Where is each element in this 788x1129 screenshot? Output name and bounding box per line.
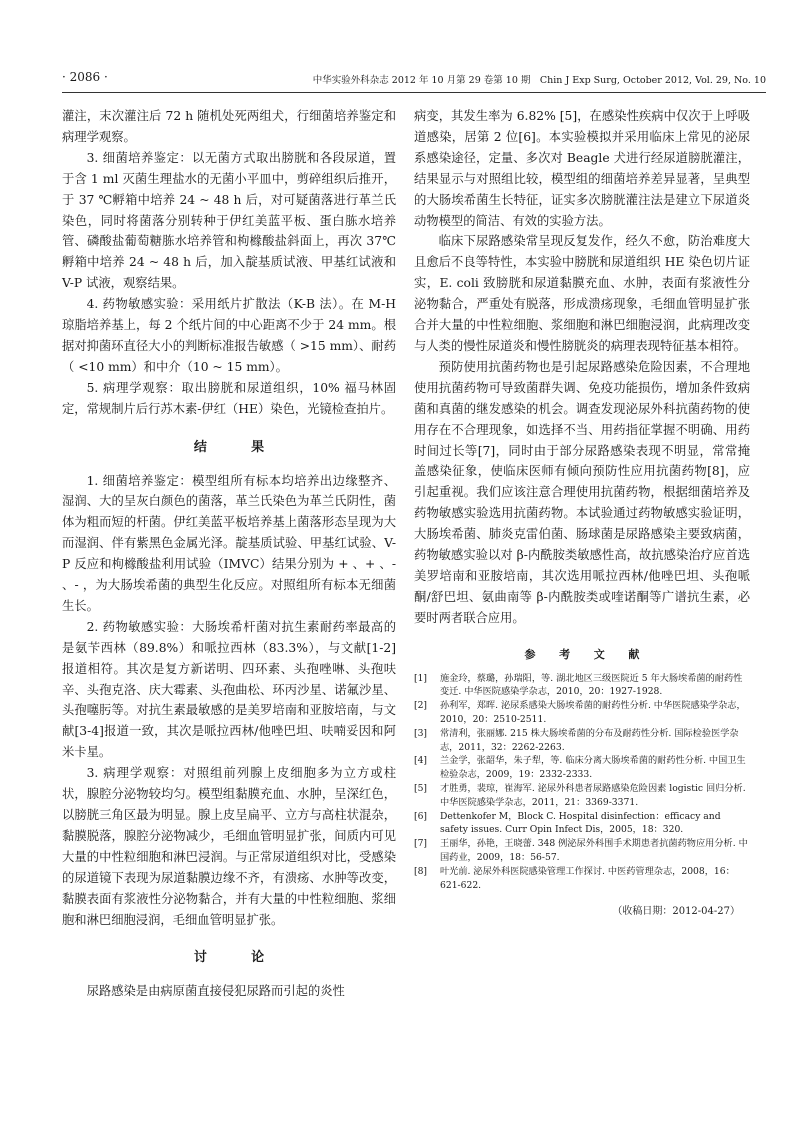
reference-list bbox=[414, 672, 750, 893]
reference-item bbox=[414, 865, 750, 893]
reference-number: [1] bbox=[414, 672, 428, 684]
journal-citation: 中华实验外科杂志 2012 年 10 月第 29 卷第 10 期 Chin J Exp Surg, October 2012, Vol. 29, No. 10 bbox=[312, 75, 766, 86]
right-column bbox=[414, 106, 750, 923]
reference-item bbox=[414, 754, 750, 782]
page-number: · 2086 · bbox=[62, 70, 108, 84]
results-drug-sensitivity: 2. 药物敏感实验：大肠埃希杆菌对抗生素耐药率最高的是氨苄西林（89.8%）和哌拉西林（83.3%），与文献[1-2]报道相符。其次是复方新诺明、四环素、头孢唑啉、头孢呋辛、头孢克洛、庆大霉素、头孢曲松、环丙沙星、诺氟沙星、头孢噻肟等。对抗生素最敏感的是美罗培南和亚胺培南，与文献[3-4]报道一致，其次是哌拉西林/他唑巴坦、呋喃妥因和阿米卡星。 bbox=[62, 619, 396, 760]
reference-item bbox=[414, 782, 750, 810]
reference-number: [3] bbox=[414, 727, 428, 739]
reference-item bbox=[414, 837, 750, 865]
discussion-paragraph-2: 临床下尿路感染常呈现反复发作，经久不愈，防治难度大且愈后不良等特性，本实验中膀胱和尿道组织 HE 染色切片证实，E. coli 致膀胱和尿道黏膜充血、水肿，表面有浆液性分泌物黏合，严重处有脱落，形成溃疡现象，毛细血管明显扩张合并大量的中性粒细胞、浆细胞和淋巴细胞浸润，此病理改变与人类的慢性尿道炎和慢性膀胱炎的病理表现特征基本相符。 bbox=[414, 234, 750, 353]
reference-text: 孙利军，郑晖. 泌尿系感染大肠埃希菌的耐药性分析. 中华医院感染学杂志，2010，20：2510-2511. bbox=[440, 700, 746, 725]
reference-text: Dettenkofer M，Block C. Hospital disinfection：efficacy and safety issues. Curr Opin Infect Dis，2005，18：320. bbox=[440, 810, 721, 836]
methods-bacterial-culture: 3. 细菌培养鉴定：以无菌方式取出膀胱和各段尿道，置于含 1 ml 灭菌生理盐水的无菌小平皿中，剪碎组织后推开，于 37 ℃孵箱中培养 24 ~ 48 h 后，对可疑菌落进行革兰氏染色，同时将菌落分别转种于伊红美蓝平板、蛋白胨水培养管、磷酸盐葡萄糖胨水培养管和枸橼酸盐斜面上，再次 37℃孵箱中培养 24 ~ 48 h 后，加入靛基质试液、甲基红试液和 V-P 试液，观察结果。 bbox=[62, 150, 396, 291]
reference-number: [7] bbox=[414, 838, 428, 850]
reference-item bbox=[414, 699, 750, 727]
header-rule bbox=[62, 92, 766, 93]
methods-paragraph-cont: 灌注，末次灌注后 72 h 随机处死两组犬，行细菌培养鉴定和病理学观察。 bbox=[62, 109, 396, 144]
received-date: （收稿日期：2012-04-27） bbox=[612, 906, 740, 918]
methods-pathology: 5. 病理学观察：取出膀胱和尿道组织，10% 福马林固定，常规制片后行苏木素-伊红（HE）染色，光镜检查拍片。 bbox=[62, 380, 396, 416]
discussion-paragraph-1: 尿路感染是由病原菌直接侵犯尿路而引起的炎性 bbox=[86, 984, 345, 999]
reference-number: [2] bbox=[414, 700, 428, 712]
references-heading: 参 考 文 献 bbox=[524, 647, 650, 661]
methods-drug-sensitivity: 4. 药物敏感实验：采用纸片扩散法（K-B 法）。在 M-H 琼脂培养基上，每 2 个纸片间的中心距离不少于 24 mm。根据对抑菌环直径大小的判断标准报告敏感（ >15 mm）、耐药（ <10 mm）和中介（10 ~ 15 mm）。 bbox=[62, 297, 396, 374]
reference-text: 常清利，张丽娜. 215 株大肠埃希菌的分布及耐药性分析. 国际检验医学杂志，2011，32：2262-2263. bbox=[440, 727, 739, 753]
reference-text: 施金玲，蔡璐，孙瑞阳，等. 湖北地区三级医院近 5 年大肠埃希菌的耐药性变迁. 中华医院感染学杂志，2010，20：1927-1928. bbox=[440, 672, 743, 698]
reference-number: [6] bbox=[414, 810, 428, 822]
reference-text: 叶光前. 泌尿外科医院感染管理工作探讨. 中医药管理杂志，2008，16：621-622. bbox=[440, 865, 735, 891]
discussion-heading: 讨 论 bbox=[193, 950, 280, 966]
reference-item bbox=[414, 672, 750, 700]
running-header bbox=[62, 70, 766, 88]
discussion-paragraph-1-cont: 病变，其发生率为 6.82% [5]，在感染性疾病中仅次于上呼吸道感染，居第 2 位[6]。本实验模拟并采用临床上常见的泌尿系感染途径，定量、多次对 Beagle 犬进行经尿道膀胱灌注，结果显示与对照组比较，模型组的细菌培养差异显著，呈典型的大肠埃希菌生长特征，证实多次膀胱灌注法是建立下尿道炎动物模型的简洁、有效的实验方法。 bbox=[414, 109, 750, 228]
discussion-paragraph-3: 预防使用抗菌药物也是引起尿路感染危险因素，不合理地使用抗菌药物可导致菌群失调、免疫功能损伤，增加条件致病菌和真菌的继发感染的机会。调查发现泌尿外科抗菌药物的使用存在不合理现象，如选择不当、用药指征掌握不明确、用药时间过长等[7]，同时由于部分尿路感染表现不明显，常常掩盖感染征象，使临床医师有倾向预防性应用抗菌药物[8]，应引起重视。我们应该注意合理使用抗菌药物，根据细菌培养及药物敏感实验选用抗菌药物。本试验通过药物敏感实验证明，大肠埃希菌、肺炎克雷伯菌、肠球菌是尿路感染主要致病菌，药物敏感实验以对 β-内酰胺类敏感性高，故抗感染治疗应首选美罗培南和亚胺培南，其次选用哌拉西林/他唑巴坦、头孢哌酮/舒巴坦、氨曲南等 β-内酰胺类或喹诺酮等广谱抗生素，必要时两者联合应用。 bbox=[414, 359, 750, 625]
results-bacterial-culture: 1. 细菌培养鉴定：模型组所有标本均培养出边缘整齐、湿润、大的呈灰白颜色的菌落，革兰氏染色为革兰氏阴性，菌体为粗而短的杆菌。伊红美蓝平板培养基上菌落形态呈现为大而湿润、伴有紫黑色金属光泽。靛基质试验、甲基红试验、V-P 反应和枸橼酸盐利用试验（IMVC）结果分别为 + 、+ 、- 、- ，为大肠埃希菌的典型生化反应。对照组所有标本无细菌生长。 bbox=[62, 473, 396, 613]
reference-item bbox=[414, 810, 750, 838]
reference-number: [4] bbox=[414, 755, 428, 767]
reference-item bbox=[414, 727, 750, 755]
results-pathology: 3. 病理学观察：对照组前列腺上皮细胞多为立方或柱状，腺腔分泌物较均匀。模型组黏膜充血、水肿，呈深红色，以膀胱三角区最为明显。腺上皮呈扁平、立方与高柱状混杂，黏膜脱落，腺腔分泌物减少，毛细血管明显扩张，间质内可见大量的中性粒细胞和淋巴浸润。与正常尿道组织对比，受感染的尿道镜下表现为尿道黏膜边缘不齐，有溃疡、水肿等改变，黏膜表面有浆液性分泌物黏合，并有大量的中性粒细胞、浆细胞和淋巴细胞浸润，毛细血管明显扩张。 bbox=[62, 766, 396, 927]
reference-text: 王丽华，孙艳，王晓蕾. 348 例泌尿外科围手术期患者抗菌药物应用分析. 中国药业，2009，18：56-57. bbox=[440, 838, 748, 863]
reference-number: [5] bbox=[414, 782, 428, 794]
results-heading: 结 果 bbox=[193, 439, 280, 455]
reference-text: 才胜勇，裴琼，崔海军. 泌尿外科患者尿路感染危险因素 logistic 回归分析. 中华医院感染学杂志，2011，21：3369-3371. bbox=[440, 782, 746, 808]
reference-text: 兰金学，张韶华，朱子犁，等. 临床分离大肠埃希菌的耐药性分析. 中国卫生检验杂志，2009，19：2332-2333. bbox=[440, 755, 746, 781]
reference-number: [8] bbox=[414, 865, 428, 877]
left-column bbox=[62, 106, 396, 1002]
